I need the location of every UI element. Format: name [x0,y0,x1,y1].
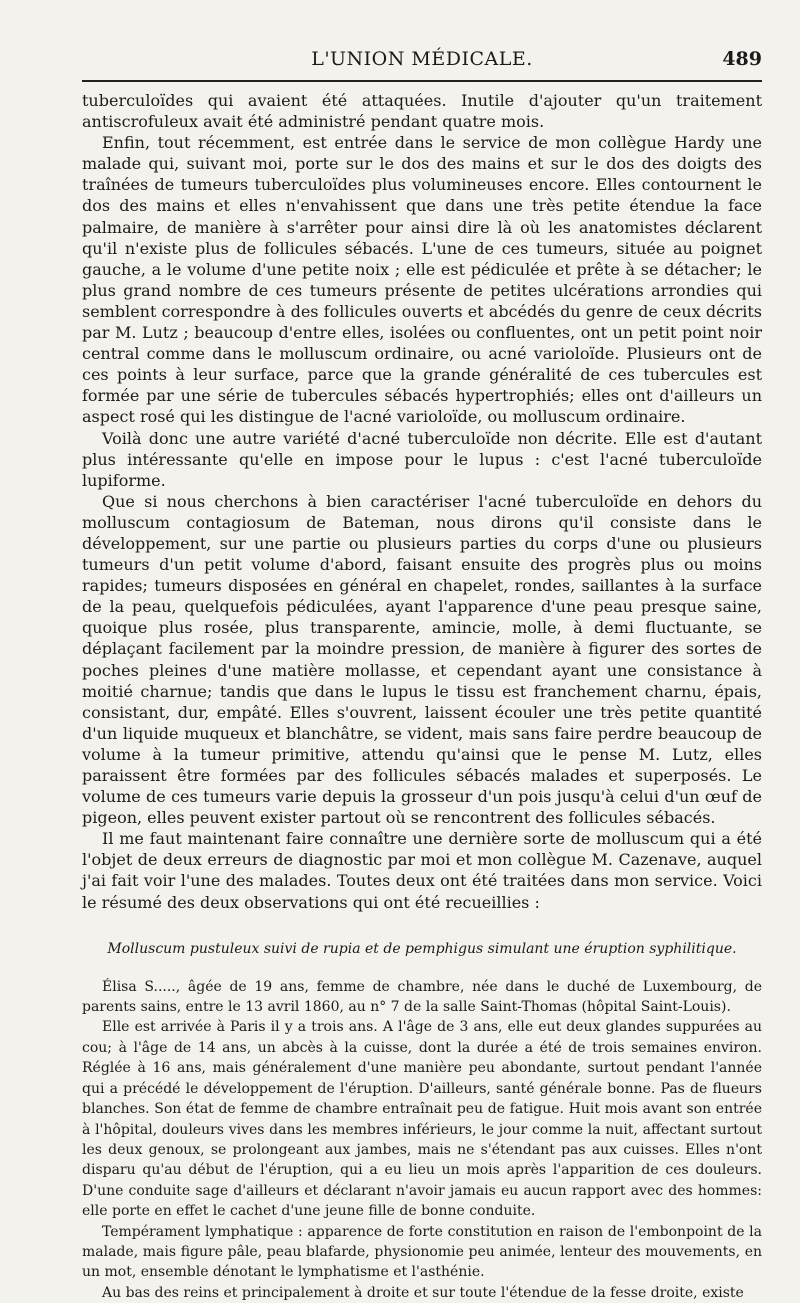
paragraph: Que si nous cherchons à bien caractériser l'acné tuberculoïde en dehors du molluscum contagiosum de Bateman, nous dirons qu'il consiste dans le développement, sur une partie ou plusieurs parties du corps d'une ou plusieurs tumeurs d'un petit volume d'abord, faisant ensuite des progrès plus ou moins rapides; tumeurs disposées en général en chapelet, rondes, saillantes à la surface de la peau, quelquefois pédiculées, ayant l'apparence d'une peau presque saine, quoique plus rosée, plus transparente, amincie, molle, à demi fluctuante, se déplaçant facilement par la moindre pression, de manière à figurer des sortes de poches pleines d'une matière mollasse, et cependant ayant une consistance à moitié charnue; tandis que dans le lupus le tissu est franchement charnu, épais, consistant, dur, empâté. Elles s'ouvrent, laissent écouler une très petite quantité d'un liquide muqueux et blanchâtre, se vident, mais sans faire perdre beaucoup de volume à la tumeur primitive, attendu qu'ainsi que le pense M. Lutz, elles paraissent être formées par des follicules sébacés malades et superposés. Le volume de ces tumeurs varie depuis la grosseur d'un pois jusqu'à celui d'un œuf de pigeon, elles peuvent exister partout où se rencontrent des follicules sébacés. [82,491,762,828]
running-title: L'UNION MÉDICALE. [311,48,533,70]
paragraph: Il me faut maintenant faire connaître une dernière sorte de molluscum qui a été l'objet de deux erreurs de diagnostic par moi et mon collègue M. Cazenave, auquel j'ai fait voir l'une des malades. Toutes deux ont été traitées dans mon service. Voici le résumé des deux observations qui ont été recueillies : [82,829,762,912]
paragraph: tuberculoïdes qui avaient été attaquées. Inutile d'ajouter qu'un traitement antiscrofuleux avait été administré pendant quatre mois. [82,91,762,132]
main-text [82,90,762,913]
page-number: 489 [722,48,762,70]
header-rule [82,80,762,82]
page-header [82,40,762,80]
observation-text [82,977,762,1303]
observation-paragraph: Au bas des reins et principalement à droite et sur toute l'étendue de la fesse droite, existe [102,1284,744,1301]
observation-paragraph: Élisa S....., âgée de 19 ans, femme de chambre, née dans le duché de Luxembourg, de parents sains, entre le 13 avril 1860, au n° 7 de la salle Saint-Thomas (hôpital Saint-Louis). [82,978,762,1016]
observation-paragraph: Tempérament lymphatique : apparence de forte constitution en raison de l'embonpoint de la malade, mais figure pâle, peau blafarde, physionomie peu animée, lenteur des mouvements, en un mot, ensemble dénotant le lymphatisme et l'asthénie. [82,1223,762,1281]
paragraph: Voilà donc une autre variété d'acné tuberculoïde non décrite. Elle est d'autant plus intéressante qu'elle en impose pour le lupus : c'est l'acné tuberculoïde lupiforme. [82,428,762,490]
paragraph: Enfin, tout récemment, est entrée dans le service de mon collègue Hardy une malade qui, suivant moi, porte sur le dos des mains et sur le dos des doigts des traînées de tumeurs tuberculoïdes plus volumineuses encore. Elles contournent le dos des mains et elles n'envahissent que dans une très petite étendue la face palmaire, de manière à s'arrêter pour ainsi dire là où les anatomistes déclarent qu'il n'existe plus de follicules sébacés. L'une de ces tumeurs, située au poignet gauche, a le volume d'une petite noix ; elle est pédiculée et prête à se détacher; le plus grand nombre de ces tumeurs présente de petites ulcérations arrondies qui semblent correspondre à des follicules ouverts et abcédés du genre de ceux décrits par M. Lutz ; beaucoup d'entre elles, isolées ou confluentes, ont un petit point noir central comme dans le molluscum ordinaire, ou acné varioloïde. Plusieurs ont de ces points à leur surface, parce que la grande généralité de ces tubercules est formée par une série de tubercules sébacés hypertrophiés; elles ont d'ailleurs un aspect rosé qui les distingue de l'acné varioloïde, ou molluscum ordinaire. [82,133,762,427]
observation-title: Molluscum pustuleux suivi de rupia et de pemphigus simulant une éruption syphilitique. [107,940,737,957]
observation-paragraph: Elle est arrivée à Paris il y a trois ans. A l'âge de 3 ans, elle eut deux glandes suppurées au cou; à l'âge de 14 ans, un abcès à la cuisse, dont la durée a été de trois semaines environ. Réglée à 16 ans, mais généralement d'une manière peu abondante, surtout pendant l'année qui a précédé le développement de l'éruption. D'ailleurs, santé générale bonne. Pas de flueurs blanches. Son état de femme de chambre entraînait peu de fatigue. Huit mois avant son entrée à l'hôpital, douleurs vives dans les membres inférieurs, le jour comme la nuit, affectant surtout les deux genoux, se prolongeant aux jambes, mais ne s'étendant pas aux cuisses. Elles n'ont disparu qu'au début de l'éruption, qui a eu lieu un mois après l'apparition de ces douleurs. D'une conduite sage d'ailleurs et déclarant n'avoir jamais eu aucun rapport avec des hommes: elle porte en effet le cachet d'une jeune fille de bonne conduite. [82,1019,762,1220]
